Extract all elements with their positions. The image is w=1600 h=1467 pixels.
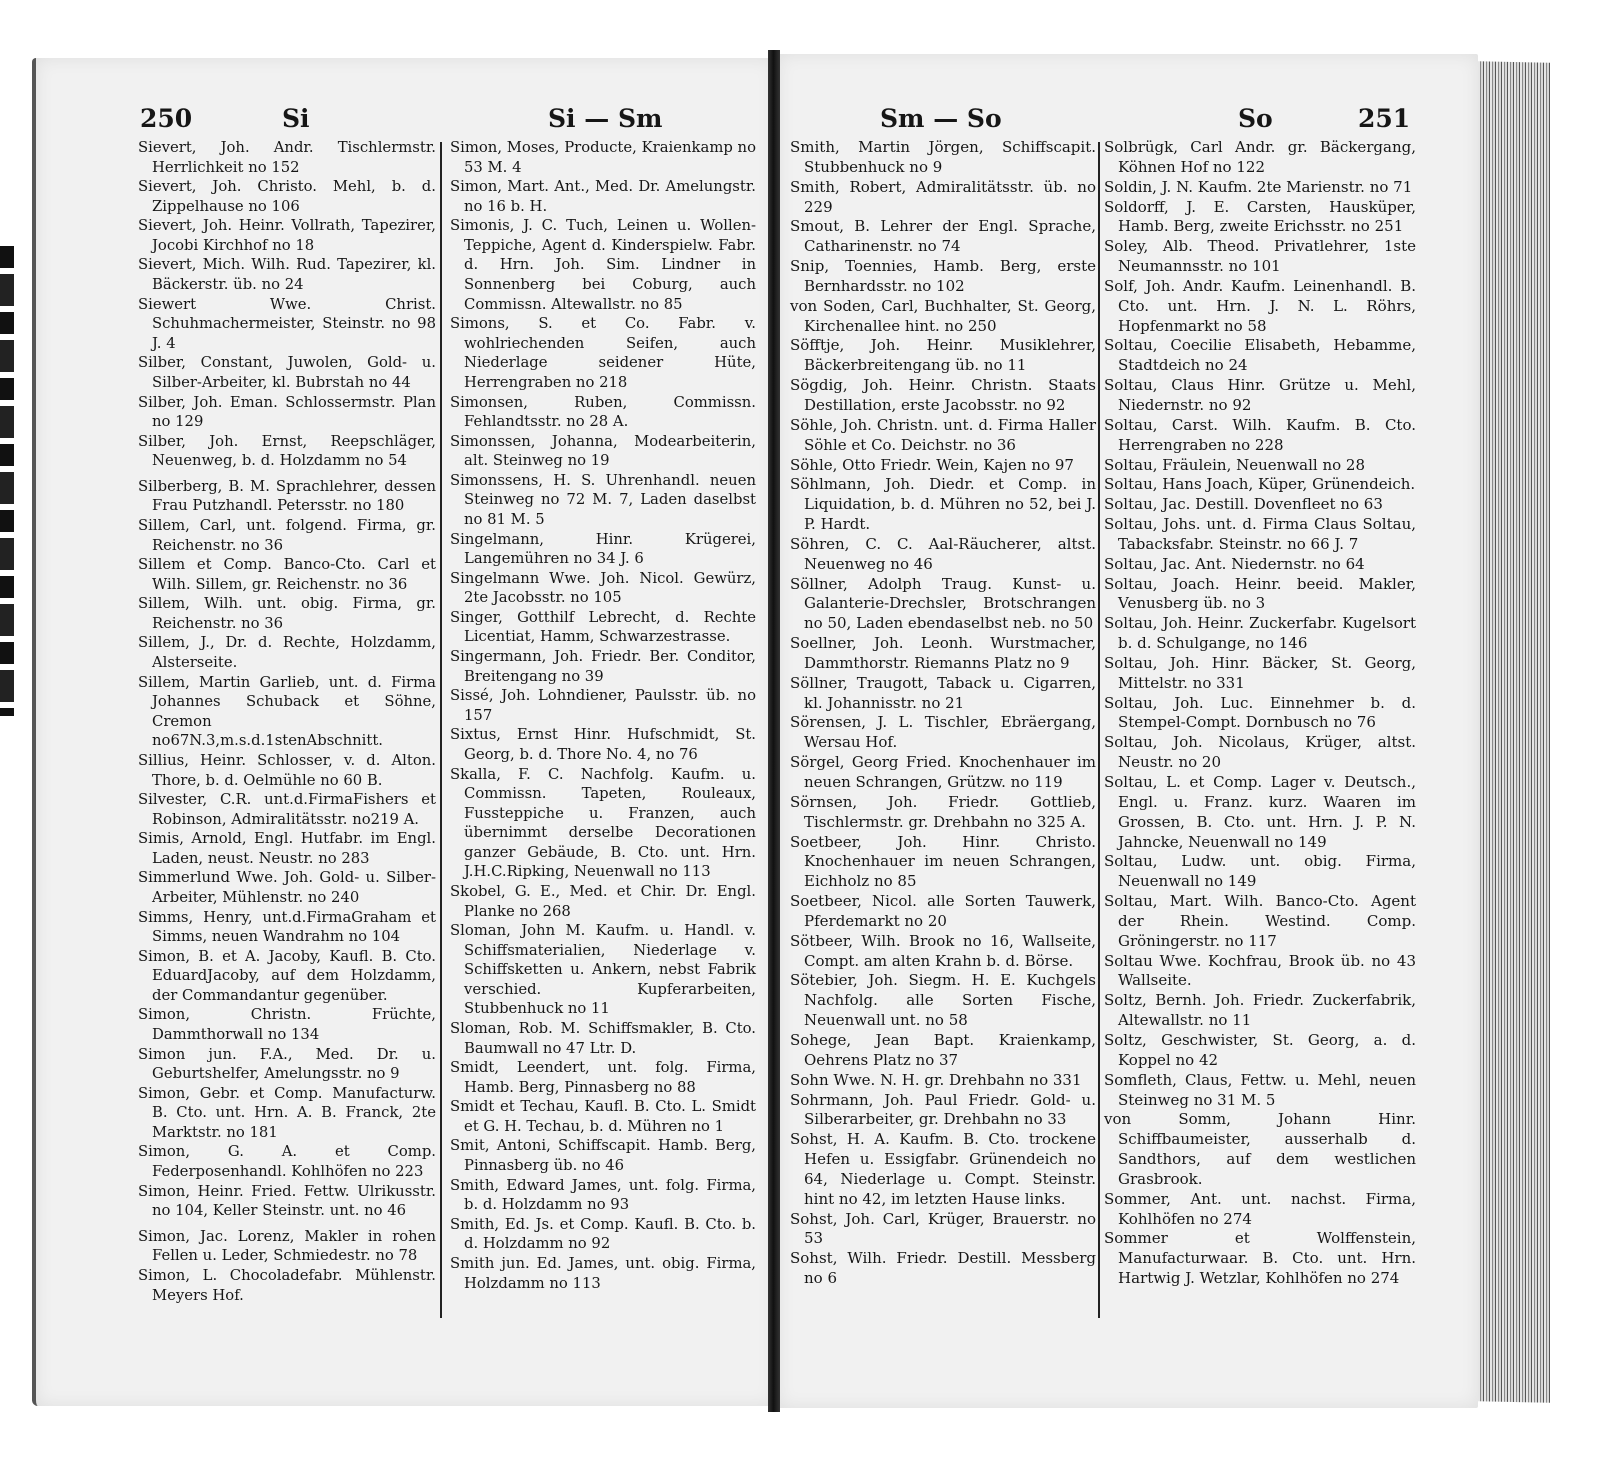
directory-entry: Soltau, Mart. Wilh. Banco-Cto. Agent der Rhein. Westind. Comp. Gröningerstr. no 117 <box>1104 892 1416 950</box>
directory-entry: Soltau, Joh. Nicolaus, Krüger, altst. Neustr. no 20 <box>1104 733 1416 772</box>
directory-column-3 <box>790 138 1096 1289</box>
directory-entry: Soltau, Fräulein, Neuenwall no 28 <box>1104 455 1366 474</box>
directory-entry: Simon, G. A. et Comp. Federposenhandl. Kohlhöfen no 223 <box>138 1143 436 1181</box>
directory-entry: Simonsen, Ruben, Commissn. Fehlandtsstr. no 28 A. <box>450 393 756 431</box>
directory-entry: Simonssen, Johanna, Modearbeiterin, alt. Steinweg no 19 <box>450 432 756 470</box>
book-gutter <box>768 50 780 1412</box>
directory-entry: Skobel, G. E., Med. et Chir. Dr. Engl. Planke no 268 <box>450 882 756 920</box>
directory-entry: Simonis, J. C. Tuch, Leinen u. Wollen-Teppiche, Agent d. Kinderspielw. Fabr. d. Hrn. Joh. Sim. Lindner in Sonnenberg bei Coburg, auch Commissn. Altewallstr. no 85 <box>450 217 756 313</box>
directory-entry: Sievert, Mich. Wilh. Rud. Tapezirer, kl. Bäckerstr. üb. no 24 <box>138 256 436 294</box>
directory-entry: Simon jun. F.A., Med. Dr. u. Geburtshelfer, Amelungsstr. no 9 <box>138 1045 436 1083</box>
directory-entry: Soltau Wwe. Kochfrau, Brook üb. no 43 Wallseite. <box>1104 951 1416 990</box>
directory-entry: Siewert Wwe. Christ. Schuhmachermeister, Steinstr. no 98 J. 4 <box>138 295 436 352</box>
directory-entry: Sillius, Heinr. Schlosser, v. d. Alton. Thore, b. d. Oelmühle no 60 B. <box>138 751 436 789</box>
directory-entry: Soetbeer, Joh. Hinr. Christo. Knochenhauer im neuen Schrangen, Eichholz no 85 <box>790 832 1096 891</box>
directory-entry: Smidt, Leendert, unt. folg. Firma, Hamb. Berg, Pinnasberg no 88 <box>450 1059 756 1096</box>
directory-entry: Sohst, Wilh. Friedr. Destill. Messberg no 6 <box>790 1249 1096 1288</box>
directory-entry: Söllner, Traugott, Taback u. Cigarren, kl. Johannisstr. no 21 <box>790 673 1096 712</box>
directory-entry: Simon, Heinr. Fried. Fettw. Ulrikusstr. no 104, Keller Steinstr. unt. no 46 <box>138 1182 436 1220</box>
directory-entry: Smith, Ed. Js. et Comp. Kaufl. B. Cto. b. d. Holzdamm no 92 <box>450 1215 756 1253</box>
directory-entry: Sillem, J., Dr. d. Rechte, Holzdamm, Alsterseite. <box>138 634 436 672</box>
right-page-number: 251 <box>1358 104 1411 133</box>
directory-entry: Soltau, Ludw. unt. obig. Firma, Neuenwall no 149 <box>1104 852 1416 891</box>
directory-entry: Soltau, Johs. unt. d. Firma Claus Soltau, Tabacksfabr. Steinstr. no 66 J. 7 <box>1104 515 1416 553</box>
directory-entry: Sörnsen, Joh. Friedr. Gottlieb, Tischlermstr. gr. Drehbahn no 325 A. <box>790 792 1096 831</box>
directory-entry: Sloman, John M. Kaufm. u. Handl. v. Schiffsmaterialien, Niederlage v. Schiffsketten u. Ankern, nebst Fabrik verschied. Kupferarbeiten, Stubbenhuck no 11 <box>450 922 756 1018</box>
directory-entry: Simon, Jac. Lorenz, Makler in rohen Fellen u. Leder, Schmiedestr. no 78 <box>138 1227 436 1265</box>
directory-entry: Simon, Christn. Früchte, Dammthorwall no 134 <box>138 1006 436 1044</box>
directory-entry: Silber, Constant, Juwolen, Gold- u. Silber-Arbeiter, kl. Bubrstah no 44 <box>138 354 436 391</box>
directory-entry: Sohst, H. A. Kaufm. B. Cto. trockene Hefen u. Essigfabr. Grünendeich no 64, Niederlage u. Compt. Steinstr. hint no 42, im letzten Hause links. <box>790 1130 1096 1208</box>
directory-entry: Söhle, Joh. Christn. unt. d. Firma Haller Söhle et Co. Deichstr. no 36 <box>790 415 1096 454</box>
directory-entry: Soltau, L. et Comp. Lager v. Deutsch., Engl. u. Franz. kurz. Waaren im Grossen, B. Cto. unt. Hrn. J. P. N. Jahncke, Neuenwall no 149 <box>1104 773 1416 851</box>
directory-entry: Silber, Joh. Ernst, Reepschläger, Neuenweg, b. d. Holzdamm no 54 <box>138 432 436 470</box>
directory-entry: Soltau, Joh. Hinr. Bäcker, St. Georg, Mittelstr. no 331 <box>1104 653 1416 692</box>
directory-entry: Söhren, C. C. Aal-Räucherer, altst. Neuenweg no 46 <box>790 534 1096 573</box>
directory-entry: Smidt et Techau, Kaufl. B. Cto. L. Smidt et G. H. Techau, b. d. Mühren no 1 <box>450 1098 756 1135</box>
directory-entry: Soldin, J. N. Kaufm. 2te Marienstr. no 71 <box>1104 177 1413 196</box>
directory-entry: Soltau, Joach. Heinr. beeid. Makler, Venusberg üb. no 3 <box>1104 574 1416 613</box>
directory-entry: Sötebier, Joh. Siegm. H. E. Kuchgels Nachfolg. alle Sorten Fische, Neuenwall unt. no 58 <box>790 971 1096 1030</box>
scan-edge-marks <box>0 246 14 716</box>
directory-entry: Söfftje, Joh. Heinr. Musiklehrer, Bäckerbreitengang üb. no 11 <box>790 336 1096 375</box>
directory-entry: Sillem et Comp. Banco-Cto. Carl et Wilh. Sillem, gr. Reichenstr. no 36 <box>138 556 436 593</box>
directory-entry: Sögdig, Joh. Heinr. Christn. Staats Destillation, erste Jacobsstr. no 92 <box>790 376 1096 414</box>
directory-entry: Soley, Alb. Theod. Privatlehrer, 1ste Neumannsstr. no 101 <box>1104 237 1416 276</box>
directory-entry: Soldorff, J. E. Carsten, Hausküper, Hamb. Berg, zweite Erichsstr. no 251 <box>1104 197 1416 236</box>
directory-entry: Sommer et Wolffenstein, Manufacturwaar. B. Cto. unt. Hrn. Hartwig J. Wetzlar, Kohlhöfen no 274 <box>1104 1229 1416 1288</box>
directory-entry: Singelmann Wwe. Joh. Nicol. Gewürz, 2te Jacobsstr. no 105 <box>450 569 756 607</box>
directory-entry: Soltau, Coecilie Elisabeth, Hebamme, Stadtdeich no 24 <box>1104 336 1416 375</box>
directory-entry: Smit, Antoni, Schiffscapit. Hamb. Berg, Pinnasberg üb. no 46 <box>450 1137 756 1175</box>
directory-entry: von Soden, Carl, Buchhalter, St. Georg, Kirchenallee hint. no 250 <box>790 296 1096 335</box>
directory-entry: Simons, S. et Co. Fabr. v. wohlriechenden Seifen, auch Niederlage seidener Hüte, Herrengraben no 218 <box>450 315 756 391</box>
directory-entry: Söllner, Adolph Traug. Kunst- u. Galanterie-Drechsler, Brotschrangen no 50, Laden ebendaselbst neb. no 50 <box>790 574 1096 633</box>
directory-entry: Smith, Martin Jörgen, Schiffscapit. Stubbenhuck no 9 <box>790 138 1096 176</box>
column-rule <box>440 142 442 1318</box>
directory-entry: Solbrügk, Carl Andr. gr. Bäckergang, Köhnen Hof no 122 <box>1104 138 1416 176</box>
directory-entry: Soltau, Jac. Destill. Dovenfleet no 63 <box>1104 495 1383 514</box>
directory-entry: Sillem, Wilh. unt. obig. Firma, gr. Reichenstr. no 36 <box>138 595 436 632</box>
directory-entry: Soltau, Hans Joach, Küper, Grünendeich. <box>1104 475 1416 494</box>
directory-entry: Sohrmann, Joh. Paul Friedr. Gold- u. Silberarbeiter, gr. Drehbahn no 33 <box>790 1090 1096 1129</box>
directory-entry: Sommer, Ant. unt. nachst. Firma, Kohlhöfen no 274 <box>1104 1189 1416 1228</box>
directory-entry: Singermann, Joh. Friedr. Ber. Conditor, Breitengang no 39 <box>450 648 756 685</box>
directory-entry: Soltz, Bernh. Joh. Friedr. Zuckerfabrik, Altewallstr. no 11 <box>1104 991 1416 1030</box>
directory-entry: Smith, Edward James, unt. folg. Firma, b. d. Holzdamm no 93 <box>450 1176 756 1214</box>
directory-entry: Simon, L. Chocoladefabr. Mühlenstr. Meyers Hof. <box>138 1266 436 1304</box>
page-edges <box>1478 61 1550 1403</box>
directory-entry: Singelmann, Hinr. Krügerei, Langemühren no 34 J. 6 <box>450 530 756 568</box>
directory-entry: Sohn Wwe. N. H. gr. Drehbahn no 331 <box>790 1070 1082 1089</box>
directory-entry: Smout, B. Lehrer der Engl. Sprache, Catharinenstr. no 74 <box>790 217 1096 256</box>
directory-entry: Soetbeer, Nicol. alle Sorten Tauwerk, Pferdemarkt no 20 <box>790 892 1096 930</box>
directory-entry: Simis, Arnold, Engl. Hutfabr. im Engl. Laden, neust. Neustr. no 283 <box>138 830 436 867</box>
directory-column-2 <box>450 138 756 1293</box>
directory-entry: Soltau, Jac. Ant. Niedernstr. no 64 <box>1104 554 1365 573</box>
directory-entry: Silberberg, B. M. Sprachlehrer, dessen Frau Putzhandl. Petersstr. no 180 <box>138 477 436 515</box>
right-column-head: Sm — So <box>880 104 1002 133</box>
directory-entry: Sissé, Joh. Lohndiener, Paulsstr. üb. no 157 <box>450 687 756 724</box>
directory-entry: Sötbeer, Wilh. Brook no 16, Wallseite, Compt. am alten Krahn b. d. Börse. <box>790 931 1096 970</box>
directory-entry: Smith jun. Ed. James, unt. obig. Firma, Holzdamm no 113 <box>450 1254 756 1292</box>
directory-entry: Sixtus, Ernst Hinr. Hufschmidt, St. Georg, b. d. Thore No. 4, no 76 <box>450 726 756 763</box>
right-running-head: So <box>1238 104 1273 133</box>
directory-entry: Sillem, Martin Garlieb, unt. d. Firma Johannes Schuback et Söhne, Cremon no67N.3,m.s.d.1stenAbschnitt. <box>138 673 436 750</box>
directory-entry: Sievert, Joh. Christo. Mehl, b. d. Zippelhause no 106 <box>138 178 436 215</box>
directory-entry: von Somm, Johann Hinr. Schiffbaumeister, ausserhalb d. Sandthors, auf dem westlichen Grasbrook. <box>1104 1110 1416 1188</box>
directory-entry: Sohege, Jean Bapt. Kraienkamp, Oehrens Platz no 37 <box>790 1030 1096 1069</box>
directory-entry: Simon, B. et A. Jacoby, Kaufl. B. Cto. EduardJacoby, auf dem Holzdamm, der Commandantur gegenüber. <box>138 947 436 1004</box>
directory-entry: Sloman, Rob. M. Schiffsmakler, B. Cto. Baumwall no 47 Ltr. D. <box>450 1020 756 1057</box>
directory-entry: Soltz, Geschwister, St. Georg, a. d. Koppel no 42 <box>1104 1030 1416 1069</box>
directory-column-4 <box>1104 138 1416 1289</box>
directory-entry: Silber, Joh. Eman. Schlossermstr. Plan no 129 <box>138 393 436 431</box>
directory-entry: Skalla, F. C. Nachfolg. Kaufm. u. Commissn. Tapeten, Rouleaux, Fussteppiche u. Franzen, auch übernimmt derselbe Decorationen ganzer Gebäude, B. Cto. unt. Hrn. J.H.C.Ripking, Neuenwall no 113 <box>450 765 756 881</box>
directory-entry: Smith, Robert, Admiralitätsstr. üb. no 229 <box>790 177 1096 216</box>
directory-entry: Snip, Toennies, Hamb. Berg, erste Bernhardsstr. no 102 <box>790 257 1096 295</box>
column-rule <box>1098 142 1100 1318</box>
directory-entry: Soltau, Joh. Heinr. Zuckerfabr. Kugelsort b. d. Schulgange, no 146 <box>1104 614 1416 653</box>
directory-entry: Soltau, Claus Hinr. Grütze u. Mehl, Niedernstr. no 92 <box>1104 376 1416 414</box>
left-running-head: Si <box>282 104 310 133</box>
directory-entry: Sörensen, J. L. Tischler, Ebräergang, Wersau Hof. <box>790 713 1096 752</box>
directory-entry: Sörgel, Georg Fried. Knochenhauer im neuen Schrangen, Grützw. no 119 <box>790 753 1096 791</box>
directory-entry: Soltau, Joh. Luc. Einnehmer b. d. Stempel-Compt. Dornbusch no 76 <box>1104 693 1416 732</box>
left-column-head: Si — Sm <box>548 104 663 133</box>
directory-entry: Söhlmann, Joh. Diedr. et Comp. in Liquidation, b. d. Mühren no 52, bei J. P. Hardt. <box>790 475 1096 534</box>
directory-entry: Sillem, Carl, unt. folgend. Firma, gr. Reichenstr. no 36 <box>138 516 436 554</box>
directory-entry: Soltau, Carst. Wilh. Kaufm. B. Cto. Herrengraben no 228 <box>1104 415 1416 454</box>
directory-entry: Singer, Gotthilf Lebrecht, d. Rechte Licentiat, Hamm, Schwarzestrasse. <box>450 608 756 646</box>
directory-entry: Solf, Joh. Andr. Kaufm. Leinenhandl. B. Cto. unt. Hrn. J. N. L. Röhrs, Hopfenmarkt no 58 <box>1104 276 1416 335</box>
directory-entry: Soellner, Joh. Leonh. Wurstmacher, Dammthorstr. Riemanns Platz no 9 <box>790 634 1096 672</box>
directory-entry: Simmerlund Wwe. Joh. Gold- u. Silber-Arbeiter, Mühlenstr. no 240 <box>138 869 436 906</box>
directory-entry: Silvester, C.R. unt.d.FirmaFishers et Robinson, Admiralitätsstr. no219 A. <box>138 791 436 828</box>
directory-entry: Sievert, Joh. Andr. Tischlermstr. Herrlichkeit no 152 <box>138 139 436 176</box>
directory-entry: Simonssens, H. S. Uhrenhandl. neuen Steinweg no 72 M. 7, Laden daselbst no 81 M. 5 <box>450 471 756 528</box>
directory-entry: Simon, Gebr. et Comp. Manufacturw. B. Cto. unt. Hrn. A. B. Franck, 2te Marktstr. no 181 <box>138 1084 436 1141</box>
directory-entry: Simms, Henry, unt.d.FirmaGraham et Simms, neuen Wandrahm no 104 <box>138 908 436 946</box>
directory-column-1 <box>138 138 436 1305</box>
directory-entry: Sievert, Joh. Heinr. Vollrath, Tapezirer, Jocobi Kirchhof no 18 <box>138 217 436 254</box>
left-page-number: 250 <box>140 104 193 133</box>
directory-entry: Simon, Moses, Producte, Kraienkamp no 53 M. 4 <box>450 139 756 176</box>
directory-entry: Simon, Mart. Ant., Med. Dr. Amelungstr. no 16 b. H. <box>450 178 756 215</box>
directory-entry: Sohst, Joh. Carl, Krüger, Brauerstr. no 53 <box>790 1209 1096 1248</box>
directory-entry: Söhle, Otto Friedr. Wein, Kajen no 97 <box>790 455 1074 474</box>
directory-entry: Somfleth, Claus, Fettw. u. Mehl, neuen Steinweg no 31 M. 5 <box>1104 1070 1416 1109</box>
